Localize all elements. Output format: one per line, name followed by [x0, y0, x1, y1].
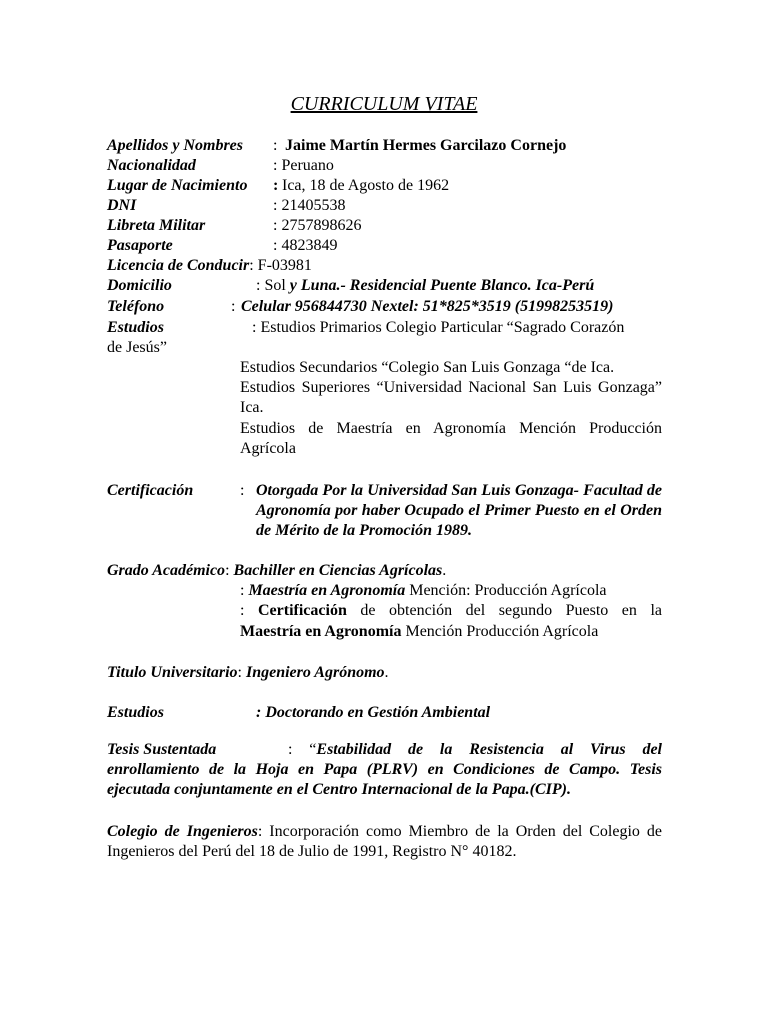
grado-bachiller: Bachiller en Ciencias Agrícolas — [233, 562, 443, 579]
domicilio-label: Domicilio — [107, 277, 172, 294]
libreta-militar-label: Libreta Militar — [107, 217, 206, 234]
colegio-label: Colegio de Ingenieros — [107, 823, 258, 840]
titulo-row — [107, 663, 389, 683]
telefono-label: Teléfono — [107, 298, 165, 315]
tesis-text-first: Estabilidad de la Resistencia al Virus del — [316, 741, 663, 758]
estudios-label: Estudios — [107, 319, 164, 336]
estudios-doctorado-label: Estudios — [107, 704, 164, 721]
colegio-text: : Incorporación como Miembro de la Orden del Colegio de Ingenieros del Perú del 18 de Julio de 1991, Registro N° 40182. — [107, 823, 663, 860]
licencia-row — [107, 256, 312, 276]
titulo-label: Titulo Universitario — [107, 664, 238, 681]
lugar-nacimiento-value: Ica, 18 de Agosto de 1962 — [282, 177, 450, 194]
estudios-secundarios: Estudios Secundarios “Colegio San Luis Gonzaga “de Ica. — [240, 359, 615, 376]
lugar-nacimiento-label: Lugar de Nacimiento — [107, 177, 248, 194]
grado-row-2 — [240, 581, 607, 601]
grado-row-3 — [240, 601, 662, 621]
libreta-militar-value: : 2757898626 — [273, 217, 362, 234]
telefono-value: Celular 956844730 Nextel: 51*825*3519 (51998253519) — [241, 298, 614, 315]
grado-maestria-2: Maestría en Agronomía — [240, 623, 402, 640]
apellidos-value: Jaime Martín Hermes Garcilazo Cornejo — [285, 137, 567, 154]
domicilio-prefix: : Sol — [256, 277, 290, 294]
dni-value: : 21405538 — [273, 197, 346, 214]
domicilio-row — [256, 276, 594, 296]
certificacion-text — [256, 481, 662, 541]
tesis-text-rest: enrollamiento de la Hoja en Papa (PLRV) en Condiciones de Campo. Tesis ejecutada conjuntamente en el Centro Internacional de la Papa.(CIP). — [107, 761, 662, 798]
grado-certificacion: Certificación — [257, 602, 347, 619]
certificacion-label: Certificación — [107, 482, 194, 499]
apellidos-colon: : — [273, 137, 278, 154]
apellidos-label: Apellidos y Nombres — [107, 137, 243, 154]
tesis-colon: : “ — [288, 741, 317, 758]
grado-maestria-mencion: Mención: Producción Agrícola — [405, 582, 607, 599]
grado-line2-colon: : — [240, 582, 249, 599]
grado-maestria: Maestría en Agronomía — [248, 582, 406, 599]
estudios-maestria: Estudios de Maestría en Agronomía Mención Producción Agrícola — [240, 420, 662, 457]
grado-row-4 — [240, 622, 598, 642]
titulo-colon: : — [237, 664, 246, 681]
grado-row-1 — [107, 561, 446, 581]
estudios-doctorado-value: : Doctorando en Gestión Ambiental — [256, 704, 491, 721]
licencia-value: : F-03981 — [249, 257, 312, 274]
colegio-paragraph — [107, 822, 662, 862]
grado-line3-colon: : — [240, 602, 258, 619]
lugar-nacimiento-colon: : — [273, 177, 279, 194]
certificacion-colon: : — [240, 482, 245, 499]
pasaporte-value: : 4823849 — [273, 237, 338, 254]
grado-label: Grado Académico — [107, 562, 226, 579]
nacionalidad-value: : Peruano — [273, 157, 334, 174]
grado-line1-colon: : — [225, 562, 234, 579]
nacionalidad-label: Nacionalidad — [107, 157, 196, 174]
grado-mencion-2: Mención Producción Agrícola — [401, 623, 599, 640]
tesis-label: Tesis Sustentada — [107, 741, 217, 758]
estudios-line1: : Estudios Primarios Colegio Particular “Sagrado Corazón — [252, 319, 625, 336]
telefono-colon: : — [231, 298, 236, 315]
estudios-line1-cont: de Jesús” — [107, 339, 167, 356]
titulo-value: Ingeniero Agrónomo — [245, 664, 385, 681]
document-title: CURRICULUM VITAE — [290, 93, 478, 115]
dni-label: DNI — [107, 197, 137, 214]
grado-certificacion-rest: de obtención del segundo Puesto en la — [346, 602, 662, 619]
grado-line1-end: . — [442, 562, 447, 579]
certificacion-text-body: Otorgada Por la Universidad San Luis Gonzaga- Facultad de Agronomía por haber Ocupado el Primer Puesto en el Orden de Mérito de la Promoción 1989. — [256, 482, 662, 539]
estudios-superiores: Estudios Superiores “Universidad Nacional San Luis Gonzaga” Ica. — [240, 379, 662, 416]
licencia-label: Licencia de Conducir — [107, 257, 250, 274]
domicilio-value: y Luna.- Residencial Puente Blanco. Ica-Perú — [289, 277, 595, 294]
tesis-first-line — [288, 740, 662, 760]
pasaporte-label: Pasaporte — [107, 237, 173, 254]
titulo-end: . — [384, 664, 389, 681]
